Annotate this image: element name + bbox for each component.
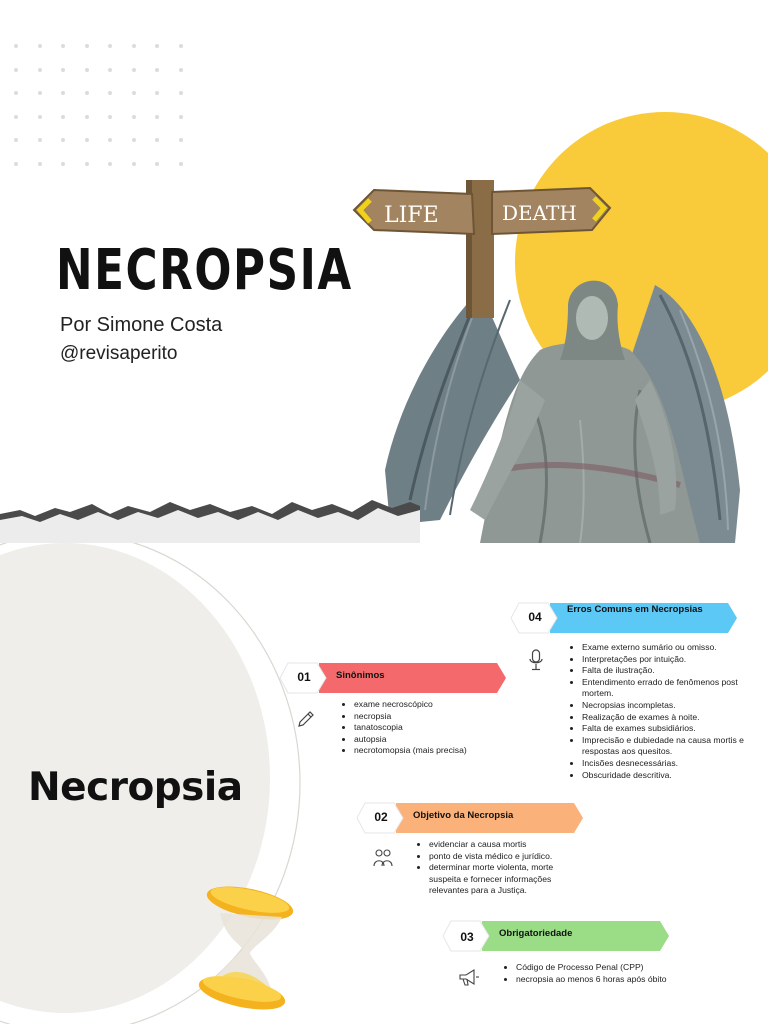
list-item: • Código de Processo Penal (CPP): [516, 962, 716, 974]
dot: [38, 115, 42, 119]
cover-handle: @revisaperito: [60, 343, 178, 364]
cover-title: NECROPSIA: [56, 238, 353, 303]
dot: [61, 68, 65, 72]
dot: [38, 68, 42, 72]
section-label-03: Obrigatoriedade: [499, 928, 573, 939]
list-item: • Interpretações por intuição.: [582, 654, 762, 666]
dot: [155, 138, 159, 142]
dot: [108, 91, 112, 95]
dot: [85, 91, 89, 95]
section-label-01: Sinônimos: [336, 670, 385, 681]
list-item: • exame necroscópico: [354, 699, 514, 711]
list-item: • Falta de ilustração.: [582, 665, 762, 677]
dot: [85, 44, 89, 48]
list-item: • Obscuridade descritiva.: [582, 770, 762, 782]
section-number-03: 03: [460, 930, 474, 944]
dot: [108, 115, 112, 119]
dot: [179, 44, 183, 48]
list-item: • Falta de exames subsidiários.: [582, 723, 762, 735]
section-bar-01: [279, 662, 507, 694]
dot: [85, 138, 89, 142]
section-bar-03: [442, 920, 670, 952]
dot: [38, 91, 42, 95]
dot: [179, 68, 183, 72]
list-item: • tanatoscopia: [354, 722, 514, 734]
sign-death-text: DEATH: [502, 201, 577, 225]
dot: [14, 44, 18, 48]
list-item: • Entendimento errado de fenômenos post mortem.: [582, 677, 762, 700]
dot: [132, 68, 136, 72]
microphone-icon: [528, 649, 544, 671]
dot: [61, 115, 65, 119]
megaphone-icon: [458, 969, 480, 987]
dot: [14, 162, 18, 166]
infographic-slide: [0, 543, 768, 1024]
infographic-title: Necropsia: [28, 765, 243, 810]
dot: [61, 162, 65, 166]
life-death-signpost-image: [352, 178, 614, 318]
dot: [132, 115, 136, 119]
section-bar-04: [510, 602, 738, 634]
list-item: • autopsia: [354, 734, 514, 746]
dot: [132, 44, 136, 48]
section-number-02: 02: [374, 810, 388, 824]
dot: [38, 138, 42, 142]
list-item: • ponto de vista médico e jurídico.: [429, 851, 579, 863]
dot: [179, 138, 183, 142]
dot: [155, 44, 159, 48]
dot: [132, 91, 136, 95]
dot: [61, 138, 65, 142]
section-list-03: [504, 962, 716, 985]
dot: [132, 138, 136, 142]
section-list-04: [570, 642, 762, 781]
dot: [179, 115, 183, 119]
list-item: • Incisões desnecessárias.: [582, 758, 762, 770]
list-item: • necrotomopsia (mais precisa): [354, 745, 514, 757]
dot: [14, 138, 18, 142]
section-label-02: Objetivo da Necropsia: [413, 810, 514, 821]
dot: [38, 44, 42, 48]
dot: [179, 162, 183, 166]
dot: [85, 115, 89, 119]
dot: [108, 162, 112, 166]
dot: [155, 91, 159, 95]
dot: [61, 44, 65, 48]
list-item: • necropsia: [354, 711, 514, 723]
dot: [155, 162, 159, 166]
dot: [14, 68, 18, 72]
list-item: • determinar morte violenta, morte suspeita e fornecer informações relevantes para a Justiça.: [429, 862, 579, 897]
list-item: • Imprecisão e dubiedade na causa mortis e respostas aos quesitos.: [582, 735, 762, 758]
section-bar-02: [356, 802, 584, 834]
dot: [85, 162, 89, 166]
dot: [85, 68, 89, 72]
dot: [14, 91, 18, 95]
list-item: • evidenciar a causa mortis: [429, 839, 579, 851]
section-label-04: Erros Comuns em Necropsias: [567, 604, 703, 615]
section-number-04: 04: [528, 610, 542, 624]
list-item: • Necropsias incompletas.: [582, 700, 762, 712]
dot: [38, 162, 42, 166]
list-item: • Realização de exames à noite.: [582, 712, 762, 724]
hourglass-image: [190, 883, 300, 1013]
dot: [179, 91, 183, 95]
section-list-01: [342, 699, 514, 757]
dot: [108, 138, 112, 142]
torn-paper-edge: [0, 492, 420, 543]
section-list-02: [417, 839, 579, 897]
people-icon: [372, 848, 394, 868]
dot: [155, 68, 159, 72]
list-item: • Exame externo sumário ou omisso.: [582, 642, 762, 654]
sign-life-text: LIFE: [384, 203, 439, 228]
dot-grid-decoration: [14, 44, 202, 185]
dot: [155, 115, 159, 119]
list-item: • necropsia ao menos 6 horas após óbito: [516, 974, 716, 986]
dot: [14, 115, 18, 119]
dot: [108, 44, 112, 48]
section-number-01: 01: [297, 670, 311, 684]
dot: [132, 162, 136, 166]
pencil-icon: [296, 709, 316, 729]
dot: [108, 68, 112, 72]
cover-author: Por Simone Costa: [60, 314, 223, 336]
dot: [61, 91, 65, 95]
